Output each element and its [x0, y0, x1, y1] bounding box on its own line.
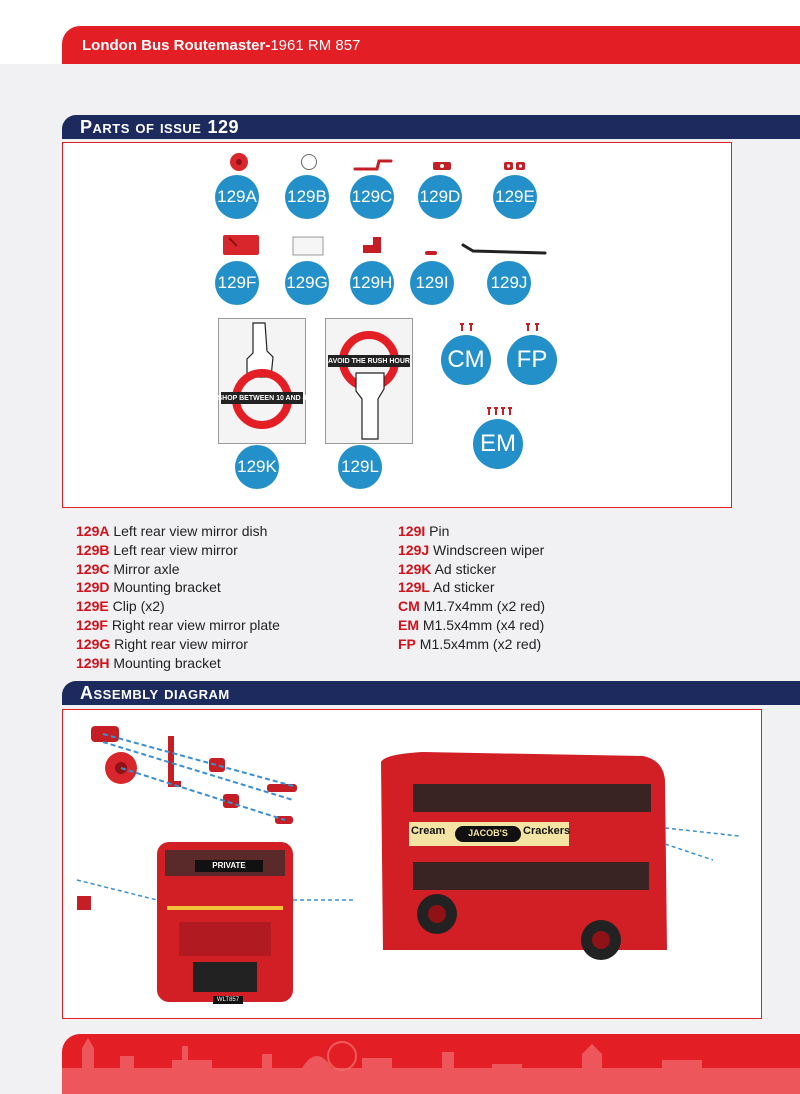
badge-129g: 129G [285, 261, 329, 305]
sticker-129l-text: AVOID THE RUSH HOUR [328, 357, 410, 365]
parts-section-label: Parts of issue [80, 116, 202, 137]
legend-item [398, 578, 545, 597]
legend-item [398, 560, 545, 579]
legend-item [76, 578, 280, 597]
legend-item [398, 541, 545, 560]
bus-ad-right: Crackers [523, 825, 571, 837]
legend-item [398, 597, 545, 616]
legend-code: 129F [76, 616, 108, 633]
legend-item [76, 560, 280, 579]
badge-129j: 129J [487, 261, 531, 305]
legend-code: 129D [76, 579, 110, 596]
legend-desc: Windscreen wiper [433, 541, 545, 558]
legend-code: 129B [76, 541, 110, 558]
legend-desc: Pin [429, 523, 450, 539]
header-title-bold: London Bus Routemaster- [82, 36, 271, 54]
bus-front-sign: PRIVATE [212, 861, 246, 870]
sticker-129k-text: SHOP BETWEEN 10 AND 4 [217, 394, 307, 402]
mirror-axle-icon [353, 157, 393, 173]
mirror-exploded-view [91, 726, 297, 824]
legend-right [398, 522, 545, 654]
bus-ad-left: Cream [411, 825, 446, 837]
badge-129a: 129A [215, 175, 259, 219]
badge-129i: 129I [410, 261, 454, 305]
screw-cm-icon [457, 321, 477, 333]
legend-desc: Left rear view mirror dish [113, 523, 268, 539]
sticker-129k [218, 318, 306, 444]
mirror-dish-icon [228, 151, 250, 173]
legend-code: 129G [76, 635, 111, 652]
parts-section-bar [62, 115, 800, 139]
pin-icon [423, 249, 439, 257]
legend-desc: M1.5x4mm (x4 red) [422, 616, 545, 633]
legend-item [76, 522, 280, 541]
assembly-section-bar [62, 681, 800, 705]
wiper-icon [461, 241, 547, 261]
legend-code: 129C [76, 560, 110, 577]
assembly-section-label: Assembly diagram [80, 682, 230, 703]
hand-roundel-icon [219, 319, 305, 443]
legend-desc: Clip (x2) [112, 598, 165, 615]
parts-panel [62, 142, 732, 508]
badge-129c: 129C [350, 175, 394, 219]
legend-desc: Left rear view mirror [113, 541, 238, 558]
badge-129e: 129E [493, 175, 537, 219]
legend-desc: Mounting bracket [113, 654, 221, 671]
legend-item [76, 616, 280, 635]
badge-129b: 129B [285, 175, 329, 219]
legend-desc: Ad sticker [434, 560, 497, 577]
legend-code: 129K [398, 560, 432, 577]
badge-129k: 129K [235, 445, 279, 489]
legend-desc: Mounting bracket [113, 579, 221, 596]
mirror-plate-icon [221, 232, 261, 258]
legend-code: FP [398, 635, 416, 652]
legend-item [398, 635, 545, 654]
badge-129l: 129L [338, 445, 382, 489]
legend-code: 129I [398, 523, 426, 539]
legend-code: 129H [76, 654, 110, 671]
legend-item [76, 541, 280, 560]
header-bar [62, 26, 800, 64]
legend-code: 129E [76, 598, 109, 615]
badge-129h: 129H [350, 261, 394, 305]
mounting-bracket-d-icon [431, 159, 453, 173]
screw-em-icon [485, 405, 515, 417]
legend-code: 129A [76, 523, 110, 539]
legend-desc: Right rear view mirror [114, 635, 248, 652]
bus-side-view [381, 752, 739, 960]
assembly-illustration [63, 710, 761, 1018]
legend-code: EM [398, 616, 419, 633]
footer-skyline [62, 1034, 800, 1094]
parts-section-issue: 129 [207, 116, 240, 137]
legend-item [398, 616, 545, 635]
legend-desc: Mirror axle [113, 560, 180, 577]
london-skyline-icon [62, 1034, 800, 1094]
mirror-glass-rect-icon [291, 235, 325, 257]
legend-desc: Right rear view mirror plate [111, 616, 280, 633]
legend-desc: M1.7x4mm (x2 red) [423, 598, 546, 615]
badge-129d: 129D [418, 175, 462, 219]
legend-code: 129L [398, 579, 430, 596]
mirror-glass-icon [299, 152, 319, 172]
legend-item [398, 522, 545, 541]
badge-em: EM [473, 419, 523, 469]
legend-desc: M1.5x4mm (x2 red) [419, 635, 542, 652]
screw-fp-icon [523, 321, 543, 333]
legend-code: 129J [398, 541, 430, 558]
badge-fp: FP [507, 335, 557, 385]
legend-item [76, 635, 280, 654]
header-title-rest: 1961 RM 857 [270, 36, 361, 54]
roundel-hand-icon [326, 319, 412, 443]
clip-icon [503, 160, 527, 172]
badge-cm: CM [441, 335, 491, 385]
bus-ad-center: JACOB'S [468, 828, 508, 838]
legend-code: CM [398, 598, 420, 615]
mounting-bracket-h-icon [359, 233, 385, 257]
legend-left [76, 522, 280, 672]
sticker-129l [325, 318, 413, 444]
bus-plate: WLT857 [216, 997, 240, 1003]
legend-item [76, 654, 280, 673]
badge-129f: 129F [215, 261, 259, 305]
assembly-panel [62, 709, 762, 1019]
legend-item [76, 597, 280, 616]
legend-desc: Ad sticker [433, 579, 495, 596]
